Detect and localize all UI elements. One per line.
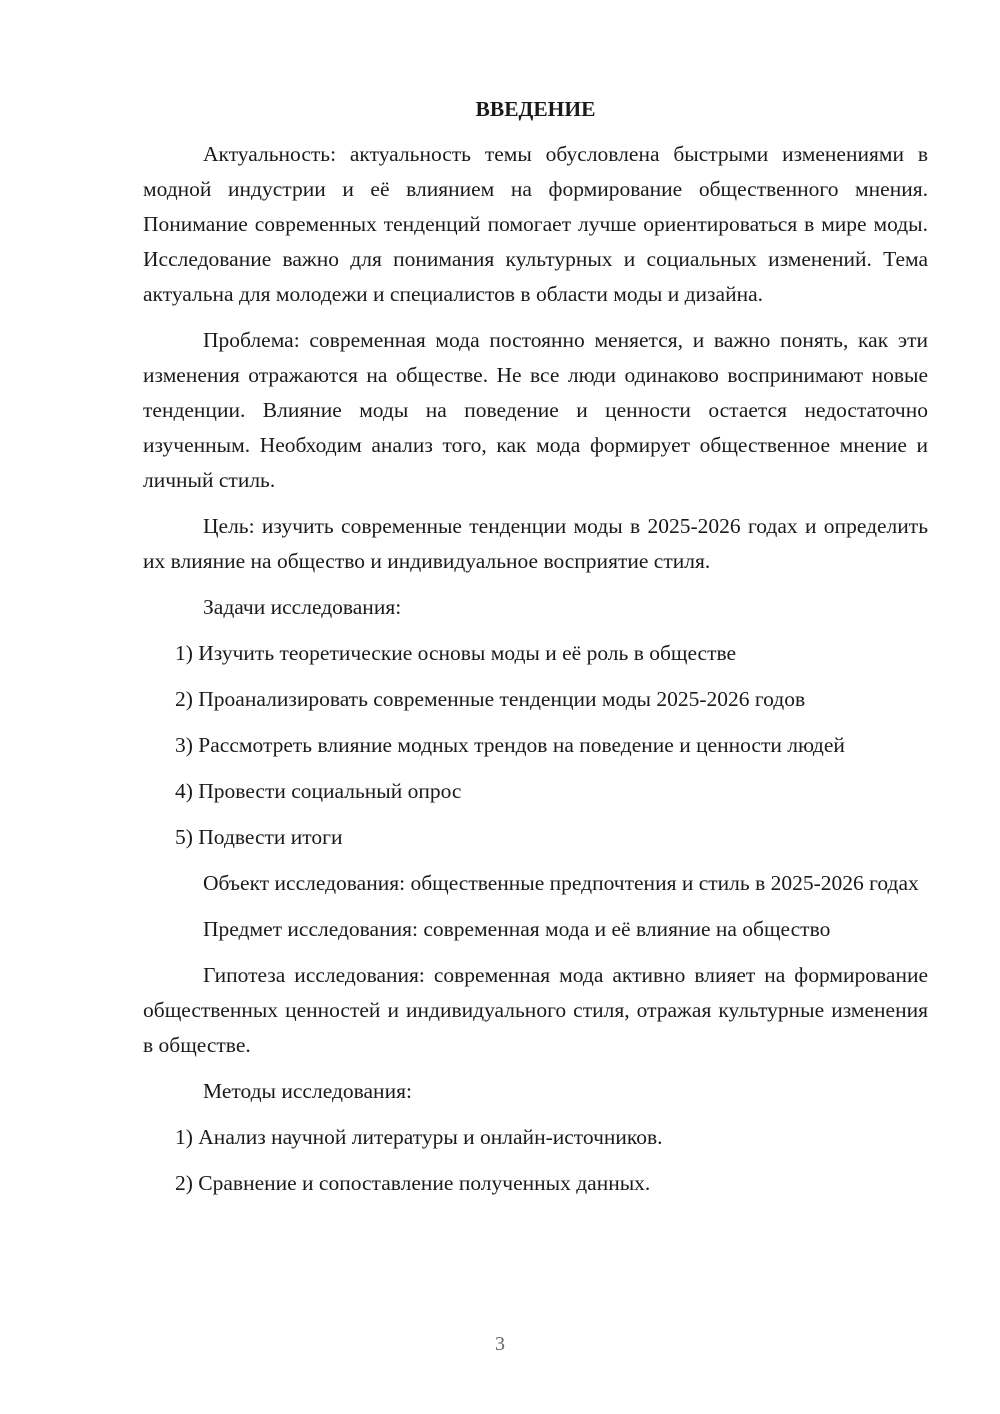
paragraph-goal: Цель: изучить современные тенденции моды в 2025-2026 годах и определить их влияние на общество и индивидуальное восприятие стиля. [143, 514, 928, 573]
list-item: 2) Проанализировать современные тенденции моды 2025-2026 годов [175, 687, 806, 711]
document-page [143, 92, 928, 1212]
paragraph-object: Объект исследования: общественные предпочтения и стиль в 2025-2026 годах [203, 871, 919, 895]
tasks-list [143, 636, 928, 855]
methods-list [143, 1120, 928, 1201]
list-item: 1) Изучить теоретические основы моды и её роль в обществе [175, 641, 737, 665]
list-item: 5) Подвести итоги [175, 825, 343, 849]
methods-heading: Методы исследования: [203, 1079, 412, 1103]
list-item: 2) Сравнение и сопоставление полученных данных. [175, 1171, 651, 1195]
list-item: 3) Рассмотреть влияние модных трендов на поведение и ценности людей [175, 733, 845, 757]
list-item: 1) Анализ научной литературы и онлайн-источников. [175, 1125, 663, 1149]
page-number: 3 [495, 1333, 505, 1355]
paragraph-hypothesis: Гипотеза исследования: современная мода активно влияет на формирование общественных ценностей и индивидуального стиля, отражая культурные изменения в обществе. [143, 963, 928, 1057]
paragraph-subject: Предмет исследования: современная мода и её влияние на общество [203, 917, 831, 941]
tasks-heading: Задачи исследования: [203, 595, 402, 619]
page-title: ВВЕДЕНИЕ [475, 97, 596, 121]
paragraph-relevance: Актуальность: актуальность темы обусловлена быстрыми изменениями в модной индустрии и её влиянием на формирование общественного мнения. Понимание современных тенденций помогает лучше ориентироваться в мире моды. Исследование важно для понимания культурных и социальных изменений. Тема актуальна для молодежи и специалистов в области моды и дизайна. [143, 142, 928, 306]
list-item: 4) Провести социальный опрос [175, 779, 462, 803]
paragraph-problem: Проблема: современная мода постоянно меняется, и важно понять, как эти изменения отражаются на обществе. Не все люди одинаково воспринимают новые тенденции. Влияние моды на поведение и ценности остается недостаточно изученным. Необходим анализ того, как мода формирует общественное мнение и личный стиль. [143, 328, 928, 492]
